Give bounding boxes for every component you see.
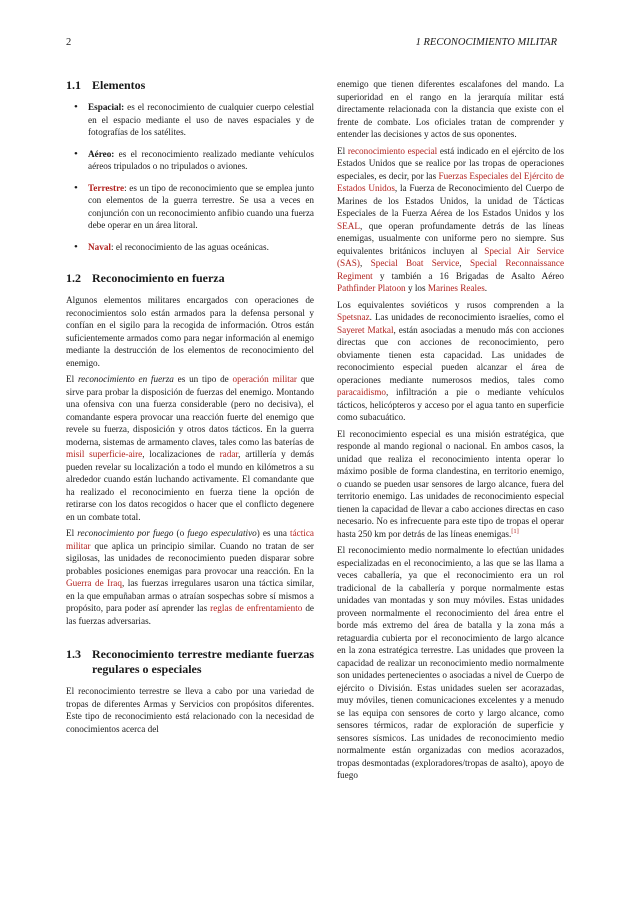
- section-number: 1.1: [66, 78, 81, 92]
- list-text: es el reconocimiento de cualquier cuerpo celestial en el espacio mediante el uso de naves espaciales y de fotografías de los satélites.: [88, 102, 314, 137]
- link-tactica-militar[interactable]: táctica militar: [66, 528, 315, 551]
- link-srr[interactable]: Special Reconnaissance Regiment: [337, 258, 565, 281]
- section-title: Reconocimiento terrestre mediante fuerzas regulares o especiales: [92, 647, 314, 676]
- emphasis: reconocimiento en fuerza: [77, 374, 174, 384]
- paragraph: Algunos elementos militares encargados con operaciones de reconocimientos solo están armados para la defensa personal y confían en el sigilo para la recogida de información. Otros están suficientemente armados como para negar información al enemigo mediante la destrucción de los elementos de reconocimiento del enemigo.: [66, 295, 314, 368]
- paragraph: enemigo que tienen diferentes escalafones del mando. La superioridad en el rango en la jerarquía militar está directamente relacionada con la distancia que existe con el frente de combate. Los oficiales tratan de comprender y entender las decisiones y actos de sus oponentes.: [337, 79, 564, 139]
- list-item-terrestre: [88, 182, 314, 232]
- paragraph: El reconocimiento por fuego (o fuego especulativo) es una táctica militar que aplica un principio similar. Cuando no tratan de ser sigilosas, las unidades de reconocimiento pueden disparar sobre probables posiciones enemigas para provocar una reacción. En la Guerra de Iraq, las fuerzas irregulares usaron una táctica similar, en la que empuñaban armas o atraían sospechas sobre sí mismos a propósito, para poder así aprender las reglas de enfrentamiento de las fuerzas adversarias.: [66, 528, 315, 626]
- section-heading-1-1: [66, 78, 314, 93]
- section-heading-1-3: [66, 647, 314, 677]
- elements-list: [66, 101, 314, 253]
- link-seal[interactable]: SEAL: [337, 220, 360, 231]
- page-number: 2: [66, 37, 72, 48]
- link-operacion-militar[interactable]: operación militar: [232, 374, 297, 384]
- list-text: : es un tipo de reconocimiento que se emplea junto con elementos de la guerra terrestre. Se usa a veces en conjunción con un reconocimiento anfibio cuando una fuerza debe operar en un área litoral.: [88, 182, 314, 230]
- list-item-naval: [88, 241, 314, 254]
- running-header: 1 RECONOCIMIENTO MILITAR: [415, 37, 557, 48]
- emphasis: fuego especulativo: [187, 528, 257, 538]
- link-pathfinder[interactable]: Pathfinder Platoon: [337, 283, 406, 293]
- section-number: 1.3: [66, 647, 81, 661]
- paragraph: El reconocimiento especial es una misión estratégica, que responde al mando regional o nacional. En ambos casos, la unidad que realiza el reconocimiento intenta operar lo máximo posible de forma clandestina, en territorio enemigo, o cuando se pueden usar sensores de largo alcance, fuera del territorio enemigo. Las unidades de reconocimiento especial tienen la capacidad de llevar a cabo acciones directas en caso necesario. No es infrecuente para este tipo de tropas el operar hasta 250 km por detrás de las líneas enemigas.[1]: [337, 428, 564, 539]
- list-term: Espacial:: [88, 102, 125, 112]
- link-fuerzas-especiales[interactable]: Fuerzas Especiales del Ejército de Estados Unidos: [337, 170, 564, 193]
- link-sayeret-matkal[interactable]: Sayeret Matkal: [337, 324, 394, 335]
- section-title: Reconocimiento en fuerza: [92, 271, 225, 285]
- left-column: [66, 78, 314, 739]
- section-number: 1.2: [66, 271, 81, 285]
- section-heading-1-2: [66, 271, 314, 286]
- right-column: [337, 78, 564, 786]
- list-term: Aéreo:: [88, 148, 115, 159]
- link-reglas[interactable]: reglas de enfrentamiento: [210, 603, 303, 613]
- paragraph: Los equivalentes soviéticos y rusos comprenden a la Spetsnaz. Las unidades de reconocimiento israelíes, como el Sayeret Matkal, están asociadas a menudo más con acciones directas que con acciones de reconocimiento, pero obviamente tienen esta capacidad. Las unidades de reconocimiento especial pueden alcanzar el área de operaciones mediante numerosos medios, tales como paracaidismo, infiltración a pie o mediante vehículos tácticos, helicópteros y acceso por el agua tanto en superficie como subacuático.: [337, 299, 565, 422]
- link-sas[interactable]: Special Air Service (SAS): [337, 245, 564, 268]
- link-guerra-iraq[interactable]: Guerra de Iraq: [66, 578, 122, 588]
- footnote-ref[interactable]: [1]: [511, 527, 519, 535]
- list-item-aereo: [88, 148, 314, 173]
- list-text: es el reconocimiento realizado mediante vehículos aéreos tripulados o no tripulados o aviones.: [88, 148, 314, 171]
- link-paracaidismo[interactable]: paracaidismo: [337, 387, 386, 397]
- section-title: Elementos: [92, 78, 146, 92]
- paragraph: El reconocimiento terrestre se lleva a cabo por una variedad de tropas de diferentes Armas y Servicios con propósitos diferentes. Este tipo de reconocimiento está relacionado con la necesidad de conocimientos acerca del: [66, 686, 314, 734]
- link-radar[interactable]: radar: [219, 449, 239, 459]
- link-reconocimiento-especial[interactable]: reconocimiento especial: [347, 145, 438, 156]
- emphasis: reconocimiento por fuego: [77, 528, 174, 538]
- list-item-espacial: [88, 101, 314, 139]
- list-text: : el reconocimiento de las aguas oceánicas.: [110, 241, 269, 252]
- link-marines-reales[interactable]: Marines Reales: [427, 283, 485, 293]
- link-spetsnaz[interactable]: Spetsnaz: [337, 312, 370, 322]
- paragraph: El reconocimiento especial está indicado en el ejército de los Estados Unidos que se realice por las tropas de operaciones especiales, es decir, por las Fuerzas Especiales del Ejército de Estados Unidos, la Fuerza de Reconocimiento del Cuerpo de Marines de los Estados Unidos, la unidad de Tácticas Especiales de la Fuerza Aérea de los Estados Unidos y los SEAL, que operan profundamente detrás de las líneas enemigas, usualmente con uniforme pero no siempre. Sus equivalentes británicos incluyen al Special Air Service (SAS), Special Boat Service, Special Reconnaissance Regiment y también a 16 Brigadas de Asalto Aéreo Pathfinder Platoon y los Marines Reales.: [337, 145, 565, 293]
- list-term-link[interactable]: Naval: [88, 241, 111, 252]
- link-misil[interactable]: misil superficie-aire: [66, 449, 143, 459]
- list-term-link[interactable]: Terrestre: [88, 182, 125, 193]
- paragraph: El reconocimiento en fuerza es un tipo de operación militar que sirve para probar la disposición de fuerzas del enemigo. Montando una ofensiva con una fuerza considerable (pero no decisiva), el comandante espera provocar una reacción fuerte del enemigo que revele su fuerza, disposición y otros datos tácticos. En la guerra moderna, sistemas de armamento claves, tales como las baterías de misil superficie-aire, localizaciones de radar, artillería y demás pueden revelar su localización a todo el mundo en kilómetros a su alrededor cuando están luchando activamente. El comandante que ha realizado el reconocimiento en fuerza tiene la opción de retirarse con los datos recogidos o hacer que el conflicto degenere en un combate total.: [66, 374, 315, 522]
- paragraph: El reconocimiento medio normalmente lo efectúan unidades especializadas en el reconocimiento, a las que se las llama a veces caballería, ya que el reconocimiento era un rol tradicional de la caballería y porque normalmente estas unidades van montadas y son muy móviles. Estas unidades proveen normalmente el reconocimiento del área entre el borde más extremo del área de batalla y la zona más a retaguardia cubierta por el reconocimiento de largo alcance en la zona estratégica terrestre. Las unidades que proveen la capacidad de realizar un reconocimiento medio normalmente son unidades pertenecientes o asociadas a nivel de Cuerpo de ejército o División. Estas unidades suelen ser acorazadas, muy móviles, tienen comunicaciones excelentes y a menudo se las equipa con sensores de corto y largo alcance, como sensores térmicos, radar de exploración de superficie y sensores sísmicos. Las unidades de reconocimiento medio normalmente están organizadas con medios acorazados, tropas desmontadas (exploradores/tropas de asalto), apoyo de fuego: [337, 545, 564, 780]
- link-sbs[interactable]: Special Boat Service: [370, 258, 460, 268]
